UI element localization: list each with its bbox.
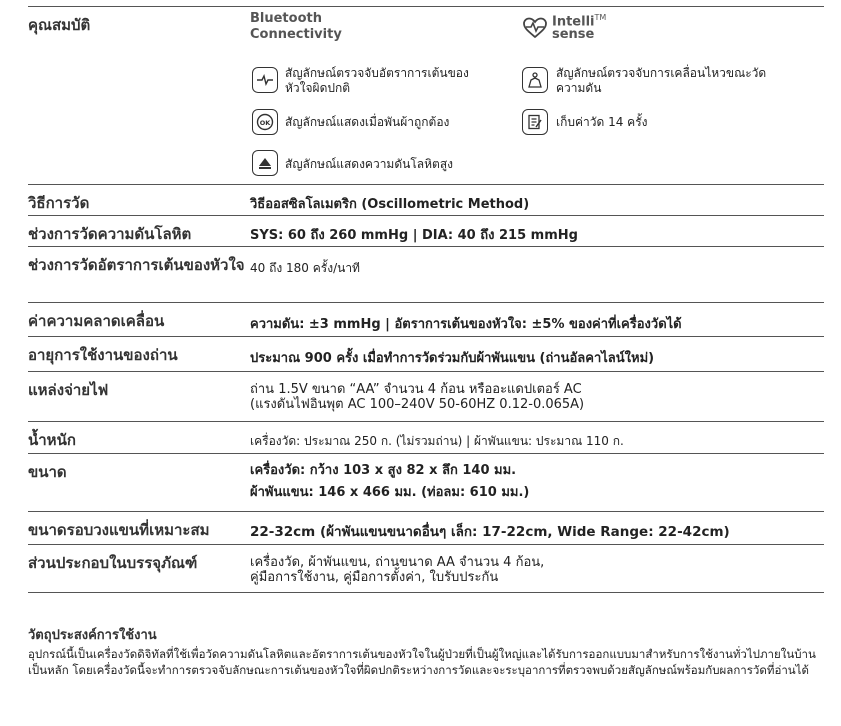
bluetooth-brand: Bluetooth Connectivity [250, 11, 342, 42]
movement-detection-icon [522, 67, 548, 93]
table-row [28, 545, 824, 593]
cuff-wrap-ok-icon [252, 109, 278, 135]
table-row [28, 216, 824, 247]
intended-use [28, 627, 828, 678]
row-value-line: ถ่าน 1.5V ขนาด “AA” จำนวน 4 ก้อน หรืออะแดปเตอร์ AC [250, 382, 582, 397]
heart-wave-icon [522, 17, 548, 39]
irregular-heartbeat-icon [252, 67, 278, 93]
hypertension-icon [252, 150, 278, 176]
row-value: ความดัน: ±3 mmHg | อัตราการเต้นของหัวใจ: ±5% ของค่าที่เครื่องวัดได้ [250, 303, 824, 337]
table-row [28, 454, 824, 512]
feature-movement-detection: สัญลักษณ์ตรวจจับการเคลื่อนไหวขณะวัดความดัน [556, 66, 767, 95]
row-value-line: คู่มือการใช้งาน, คู่มือการตั้งค่า, ใบรับประกัน [250, 570, 499, 585]
row-value-line: (แรงดันไฟอินพุต AC 100–240V 50-60HZ 0.12-0.065A) [250, 397, 585, 412]
row-label: ช่วงการวัดความดันโลหิต [28, 216, 250, 247]
row-label: แหล่งจ่ายไฟ [28, 372, 250, 422]
row-label: ส่วนประกอบในบรรจุภัณฑ์ [28, 545, 250, 593]
row-value: ประมาณ 900 ครั้ง เมื่อทำการวัดร่วมกับผ้าพันแขน (ถ่านอัลคาไลน์ใหม่) [250, 337, 824, 372]
row-value: 40 ถึง 180 ครั้ง/นาที [250, 247, 824, 303]
row-value: วิธีออสซิลโลเมตริก (Oscillometric Method) [250, 185, 824, 216]
row-label-features: คุณสมบัติ [28, 7, 250, 185]
table-row [28, 422, 824, 454]
table-row [28, 303, 824, 337]
row-label: ขนาด [28, 454, 250, 512]
intended-use-title: วัตถุประสงค์การใช้งาน [28, 628, 157, 643]
row-label: ช่วงการวัดอัตราการเต้นของหัวใจ [28, 247, 250, 303]
row-label: น้ำหนัก [28, 422, 250, 454]
row-label: อายุการใช้งานของถ่าน [28, 337, 250, 372]
feature-cuff-wrap-ok: สัญลักษณ์แสดงเมื่อพันผ้าถูกต้อง [285, 115, 450, 129]
row-value: 22-32cm (ผ้าพันแขนขนาดอื่นๆ เล็ก: 17-22cm, Wide Range: 22-42cm) [250, 512, 824, 545]
table-row [28, 247, 824, 303]
table-row [28, 7, 824, 185]
row-value: SYS: 60 ถึง 260 mmHg | DIA: 40 ถึง 215 mmHg [250, 216, 824, 247]
row-value-line: ผ้าพันแขน: 146 x 466 มม. (ท่อลม: 610 มม.) [250, 485, 530, 500]
row-label: วิธีการวัด [28, 185, 250, 216]
spec-table [28, 6, 824, 593]
feature-irregular-heartbeat: สัญลักษณ์ตรวจจับอัตราการเต้นของหัวใจผิดปกติ [285, 66, 469, 95]
row-value: เครื่องวัด: ประมาณ 250 ก. (ไม่รวมถ่าน) | ผ้าพันแขน: ประมาณ 110 ก. [250, 422, 824, 454]
svg-text:OK: OK [259, 119, 271, 127]
row-value-line: เครื่องวัด, ผ้าพันแขน, ถ่านขนาด AA จำนวน 4 ก้อน, [250, 555, 545, 570]
table-row [28, 512, 824, 545]
row-label: ค่าความคลาดเคลื่อน [28, 303, 250, 337]
table-row [28, 337, 824, 372]
memory-icon [522, 109, 548, 135]
features-panel: Bluetooth Connectivity Intelli™ sense สัญลักษณ์ตรวจจับอัตราการเต้นของหัวใจผิดปกติ สัญลักษณ์ตรวจจับการเคลื่อนไหวขณะวัดความดัน OK สัญลักษณ์แสดงเมื่อพันผ้าถูกต้อง เก็บค่าวัด 14 ครั้ง สัญลักษณ์แสดงความดันโลหิตสูง [250, 7, 824, 179]
feature-hypertension: สัญลักษณ์แสดงความดันโลหิตสูง [285, 157, 454, 171]
table-row [28, 372, 824, 422]
table-row [28, 185, 824, 216]
row-value-line: เครื่องวัด: กว้าง 103 x สูง 82 x ลึก 140 มม. [250, 463, 517, 478]
intended-use-body: อุปกรณ์นี้เป็นเครื่องวัดดิจิทัลที่ใช้เพื่อวัดความดันโลหิตและอัตราการเต้นของหัวใจในผู้ป่วยที่เป็นผู้ใหญ่และได้รับการออกแบบมาสำหรับการใช้งานทั่วไปภายในบ้านเป็นหลัก โดยเครื่องวัดนี้จะทำการตรวจจับลักษณะการเต้นของหัวใจที่ผิดปกติระหว่างการวัดและจะระบุอาการที่ตรวจพบด้วยสัญลักษณ์พร้อมกับผลการวัดที่อ่านได้ [28, 647, 816, 677]
row-label: ขนาดรอบวงแขนที่เหมาะสม [28, 512, 250, 545]
feature-memory: เก็บค่าวัด 14 ครั้ง [556, 115, 648, 129]
